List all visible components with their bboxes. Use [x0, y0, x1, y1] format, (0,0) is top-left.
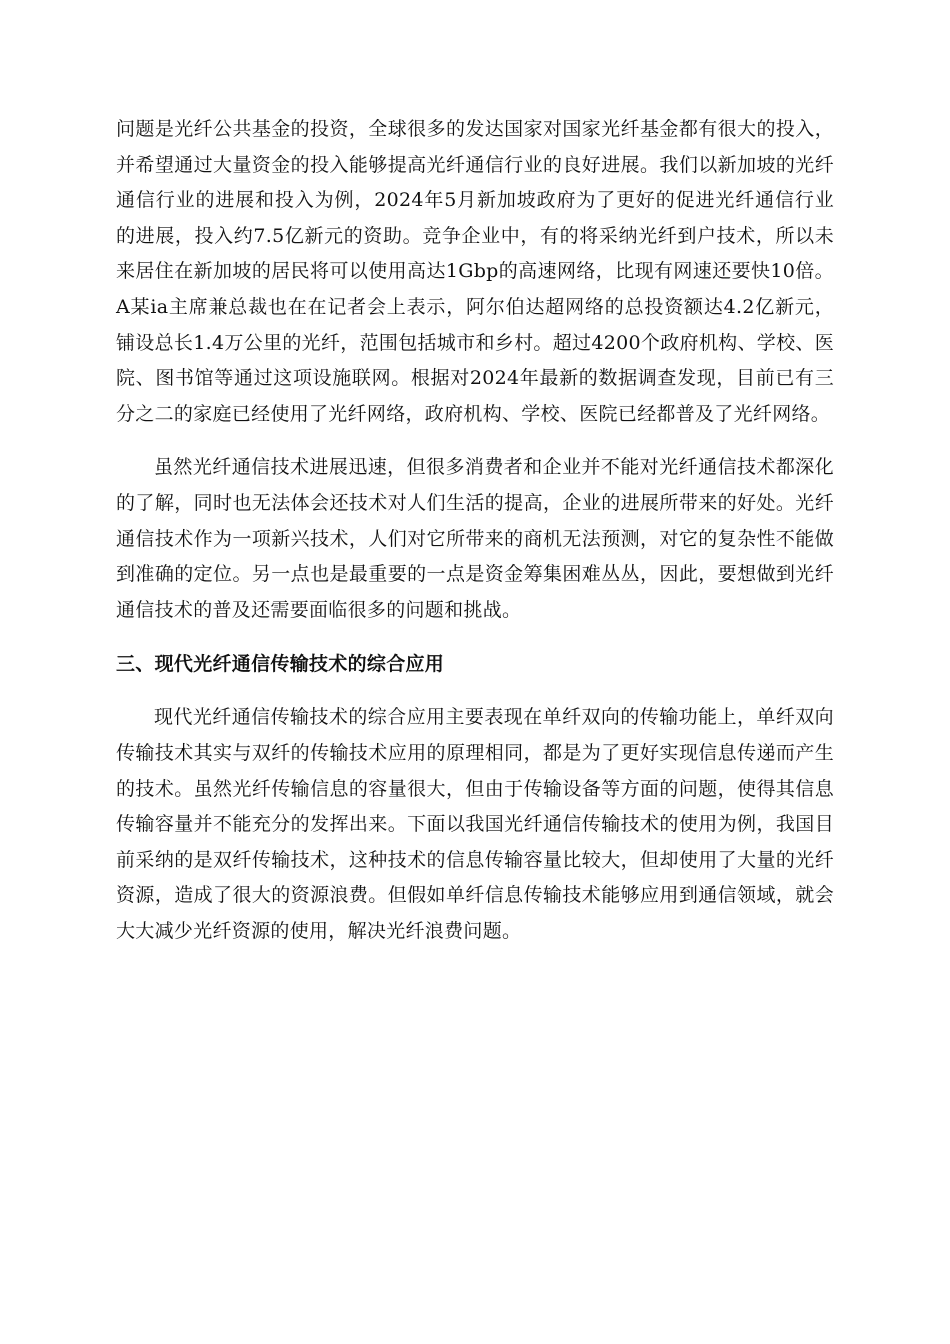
document-body: [116, 112, 834, 949]
paragraph-fiber-challenges: 虽然光纤通信技术进展迅速，但很多消费者和企业并不能对光纤通信技术都深化的了解，同时也无法体会还技术对人们生活的提高，企业的进展所带来的好处。光纤通信技术作为一项新兴技术，人们对它所带来的商机无法预测，对它的复杂性不能做到准确的定位。另一点也是最重要的一点是资金筹集困难丛丛，因此，要想做到光纤通信技术的普及还需要面临很多的问题和挑战。: [116, 456, 834, 621]
paragraph-fiber-fund-investment: 问题是光纤公共基金的投资，全球很多的发达国家对国家光纤基金都有很大的投入，并希望通过大量资金的投入能够提高光纤通信行业的良好进展。我们以新加坡的光纤通信行业的进展和投入为例，2024年5月新加坡政府为了更好的促进光纤通信行业的进展，投入约7.5亿新元的资助。竞争企业中，有的将采纳光纤到户技术，所以未来居住在新加坡的居民将可以使用高达1Gbp的高速网络，比现有网速还要快10倍。A某ia主席兼总裁也在在记者会上表示，阿尔伯达超网络的总投资额达4.2亿新元，铺设总长1.4万公里的光纤，范围包括城市和乡村。超过4200个政府机构、学校、医院、图书馆等通过这项设施联网。根据对2024年最新的数据调查发现，目前已有三分之二的家庭已经使用了光纤网络，政府机构、学校、医院已经都普及了光纤网络。: [116, 118, 834, 425]
section-heading: 三、现代光纤通信传输技术的综合应用: [116, 653, 445, 676]
paragraph-single-fiber-application: 现代光纤通信传输技术的综合应用主要表现在单纤双向的传输功能上，单纤双向传输技术其实与双纤的传输技术应用的原理相同，都是为了更好实现信息传递而产生的技术。虽然光纤传输信息的容量很大，但由于传输设备等方面的问题，使得其信息传输容量并不能充分的发挥出来。下面以我国光纤通信传输技术的使用为例，我国目前采纳的是双纤传输技术，这种技术的信息传输容量比较大，但却使用了大量的光纤资源，造成了很大的资源浪费。但假如单纤信息传输技术能够应用到通信领域，就会大大减少光纤资源的使用，解决光纤浪费问题。: [116, 706, 834, 942]
